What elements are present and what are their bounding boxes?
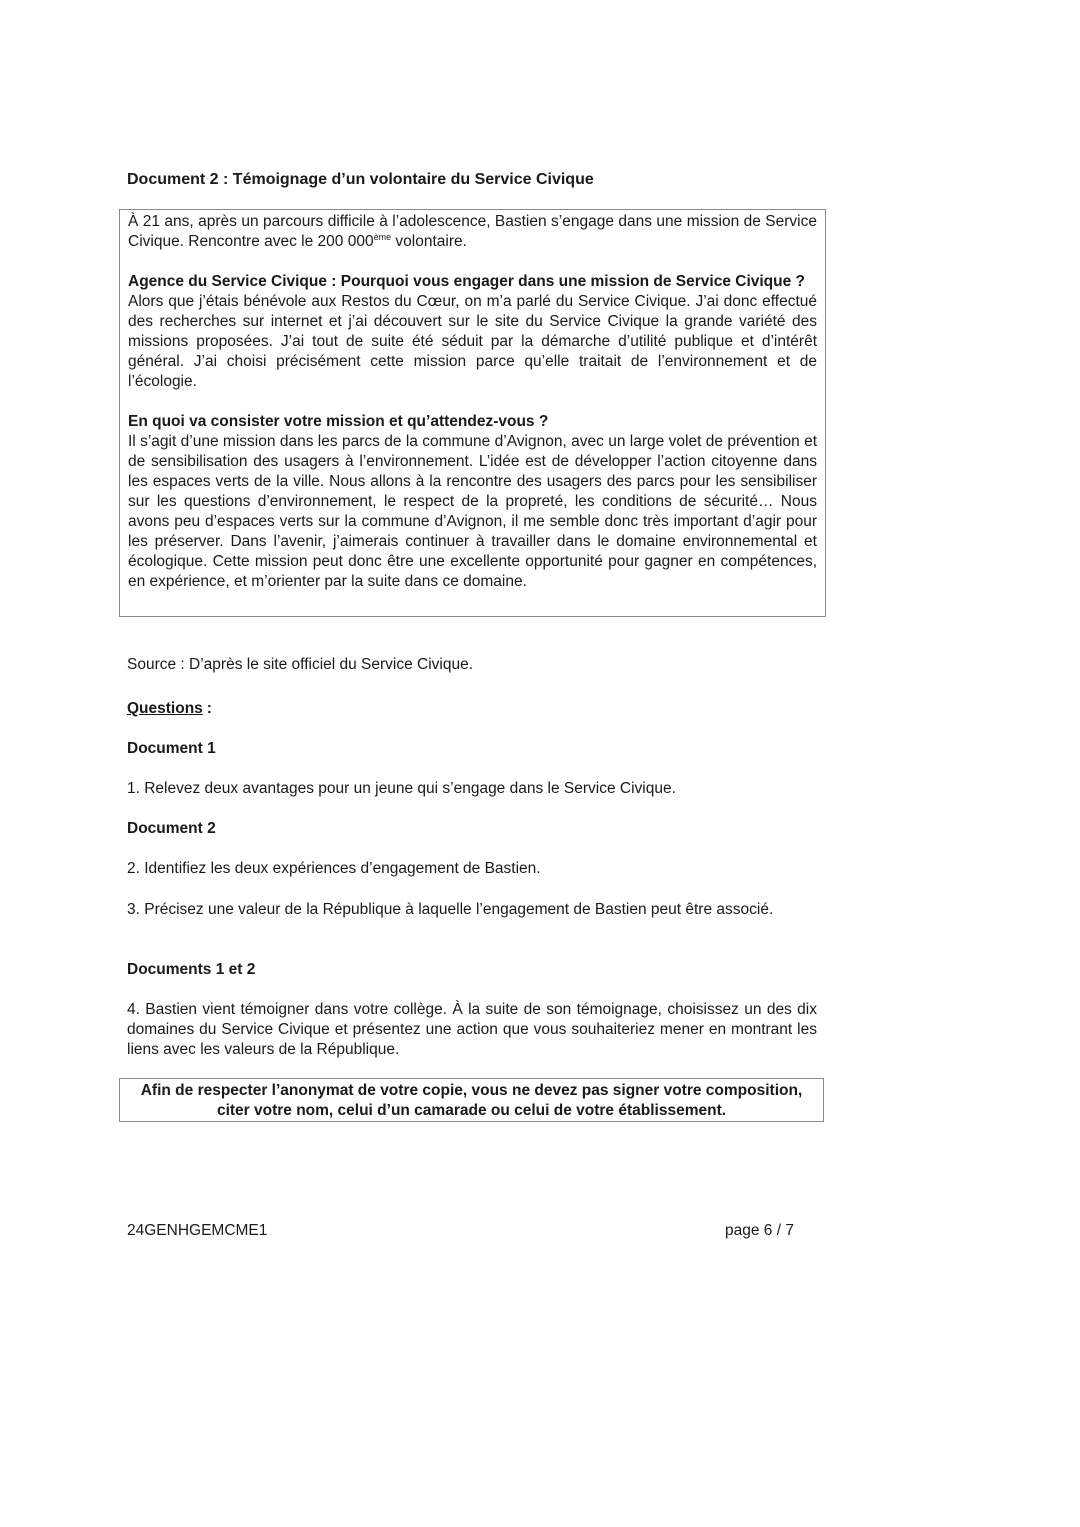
section-document-2: Document 2 [127, 820, 216, 837]
intro-text-end: volontaire. [391, 233, 467, 250]
source-line: Source : D’après le site officiel du Service Civique. [127, 656, 474, 673]
interview-question-2: En quoi va consister votre mission et qu’attendez-vous ? [128, 413, 549, 430]
footer-page-number: page 6 / 7 [725, 1222, 794, 1239]
question-1: 1. Relevez deux avantages pour un jeune qui s’engage dans le Service Civique. [127, 780, 676, 797]
question-4: 4. Bastien vient témoigner dans votre collège. À la suite de son témoignage, choisissez un des dix domaines du Service Civique et présentez une action que vous souhaiteriez mener en montrant les liens avec les valeurs de la République. [127, 1001, 817, 1058]
questions-heading-text: Questions [127, 700, 203, 717]
interview-answer-1: Alors que j’étais bénévole aux Restos du Cœur, on m’a parlé du Service Civique. J’ai donc effectué des recherches sur internet et j’ai découvert sur le site du Service Civique la grande variété des missions proposées. J’ai tout de suite été séduit par la démarche d’utilité publique et d’intérêt général. J’ai choisi précisément cette mission parce qu’elle traitait de l’environnement et de l’écologie. [128, 293, 817, 390]
question-3: 3. Précisez une valeur de la République à laquelle l’engagement de Bastien peut être associé. [127, 901, 774, 918]
intro-text: À 21 ans, après un parcours difficile à l’adolescence, Bastien s’engage dans une mission de Service Civique. Rencontre avec le 200 000 [128, 213, 817, 250]
footer-exam-code: 24GENHGEMCME1 [127, 1222, 268, 1239]
intro-superscript: ème [373, 231, 392, 242]
testimony-box [119, 209, 826, 617]
section-document-1: Document 1 [127, 740, 216, 757]
questions-heading [127, 699, 212, 719]
document-title: Document 2 : Témoignage d’un volontaire du Service Civique [127, 171, 594, 188]
questions-heading-colon: : [206, 700, 212, 717]
interview-answer-2: Il s’agit d’une mission dans les parcs de la commune d’Avignon, avec un large volet de prévention et de sensibilisation des usagers à l’environnement. L’idée est de développer l’action citoyenne dans les espaces verts de la ville. Nous allons à la rencontre des usagers des parcs pour les sensibiliser sur les questions d’environnement, le respect de la propreté, les conditions de sécurité… Nous avons peu d’espaces verts sur la commune d’Avignon, il me semble donc très important d’agir pour les préserver. Dans l’avenir, j’aimerais continuer à travailler dans le domaine environnemental et écologique. Cette mission peut donc être une excellente opportunité pour gagner en compétences, en expérience, et m’orienter par la suite dans ce domaine. [128, 433, 817, 590]
testimony-intro [128, 212, 817, 252]
section-documents-1-2: Documents 1 et 2 [127, 961, 256, 978]
question-2: 2. Identifiez les deux expériences d’engagement de Bastien. [127, 860, 541, 877]
interview-question-1: Agence du Service Civique : Pourquoi vous engager dans une mission de Service Civique ? [128, 273, 806, 290]
anonymity-notice: Afin de respecter l’anonymat de votre copie, vous ne devez pas signer votre composition, citer votre nom, celui d’un camarade ou celui de votre établissement. [119, 1078, 824, 1122]
